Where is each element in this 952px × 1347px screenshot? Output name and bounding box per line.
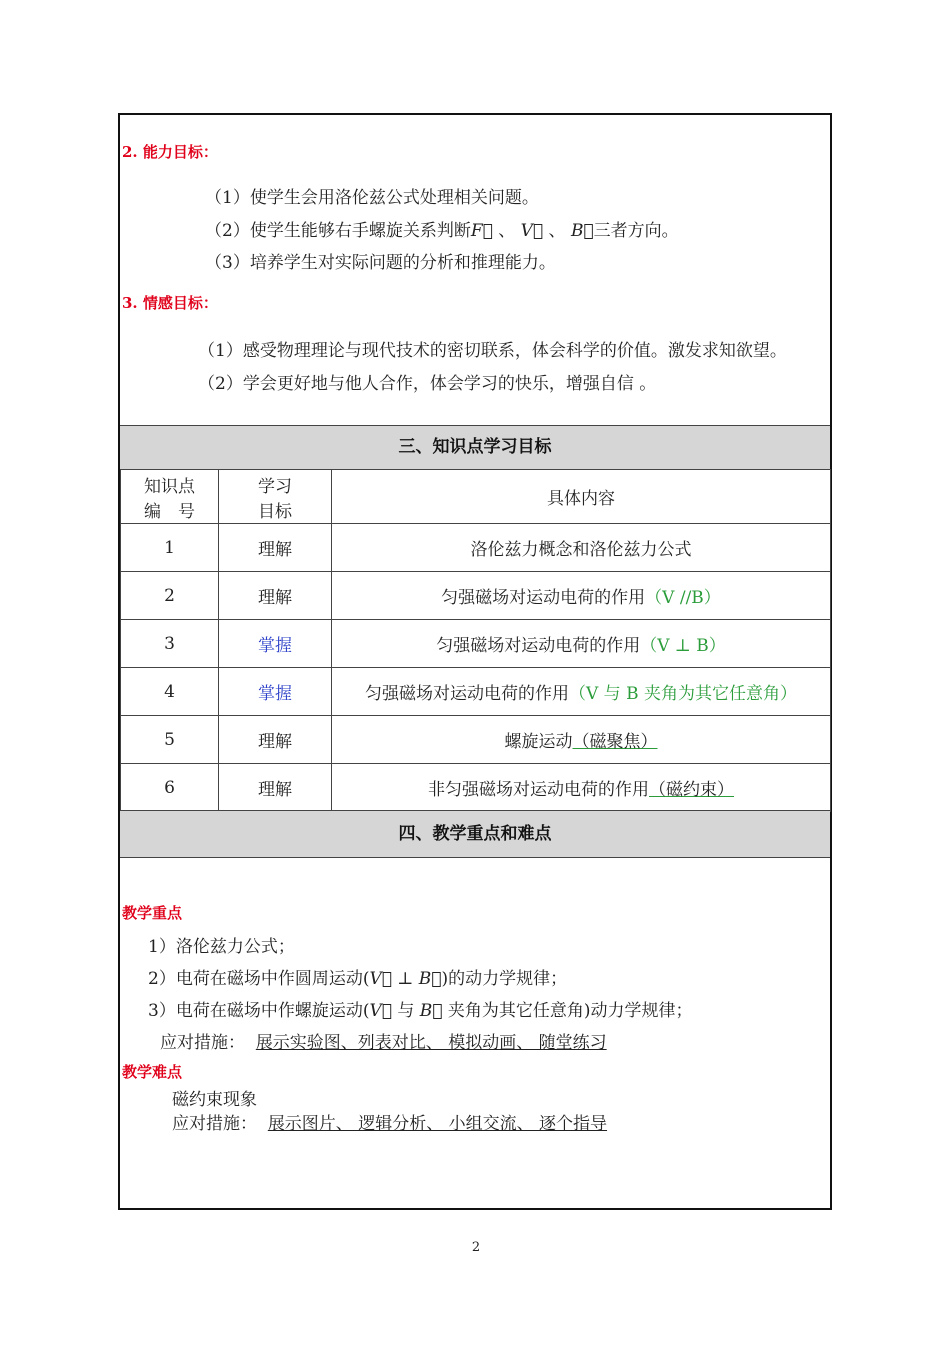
- section2-item-2: [205, 216, 679, 241]
- vector-v: V⃗: [369, 1001, 392, 1021]
- row-level: 理解: [219, 572, 332, 620]
- table-row: [121, 620, 831, 668]
- row-number: 4: [121, 668, 219, 716]
- section3-item-2: （2）学会更好地与他人合作，体会学习的快乐，增强自信 。: [198, 374, 657, 394]
- row-content-text: 匀强磁场对运动电荷的作用: [365, 684, 569, 704]
- difficulty-measures: [172, 1109, 607, 1134]
- row-content: [332, 620, 831, 668]
- section2-title: 2. 能力目标：: [122, 143, 218, 161]
- document-frame: [118, 113, 832, 1210]
- row-level: 掌握: [219, 668, 332, 716]
- vector-b: B⃗: [418, 969, 442, 989]
- row-number: 6: [121, 764, 219, 812]
- table-row: [121, 524, 831, 572]
- sep-1: 、: [498, 221, 516, 241]
- table-header-row: [121, 470, 831, 524]
- col1-line1: 知识点: [144, 476, 195, 497]
- key-measures-text: 展示实验图、列表对比、 模拟动画、 随堂练习: [255, 1033, 607, 1053]
- table-row: [121, 668, 831, 716]
- row-level: 掌握: [219, 620, 332, 668]
- key-point-3-text: 3）电荷在磁场中作螺旋运动: [148, 1001, 363, 1021]
- row-content: [332, 668, 831, 716]
- key-point-2: 2）电荷在磁场中作圆周运动(V⃗ ⊥ B⃗)的动力学规律；: [148, 969, 568, 989]
- row-condition: （磁约束）: [649, 780, 734, 800]
- sep-2: 、: [548, 221, 566, 241]
- row-number: 5: [121, 716, 219, 764]
- knowledge-table: [120, 469, 831, 812]
- row-content-text: 非匀强磁场对运动电荷的作用: [428, 780, 649, 800]
- row-number: 2: [121, 572, 219, 620]
- col-content-header: 具体内容: [332, 470, 831, 524]
- row-content: [332, 716, 831, 764]
- row-condition: （V ⊥ B）: [640, 636, 726, 656]
- row-level: 理解: [219, 764, 332, 812]
- section3-title: 3. 情感目标：: [122, 294, 218, 312]
- col-number-header: [121, 470, 219, 524]
- row-number: 1: [121, 524, 219, 572]
- row-content: [332, 764, 831, 812]
- key-point-2-text: 2）电荷在磁场中作圆周运动: [148, 969, 363, 989]
- vector-v: V⃗: [520, 221, 544, 241]
- section2-item-2-tail: 三者方向。: [593, 221, 679, 241]
- row-condition: （V //B）: [645, 588, 721, 608]
- page-number: 2: [471, 1240, 481, 1255]
- difficulty-item: 磁约束现象: [172, 1090, 257, 1110]
- vector-b: B⃗: [419, 1001, 443, 1021]
- table-row: [121, 716, 831, 764]
- table-row: [121, 572, 831, 620]
- focus-header: 四、教学重点和难点: [120, 810, 830, 858]
- table-row: [121, 764, 831, 812]
- key-measures: [160, 1028, 607, 1053]
- key-point-3: 3）电荷在磁场中作螺旋运动(V⃗ 与 B⃗ 夹角为其它任意角)动力学规律；: [148, 1001, 693, 1021]
- col2-line2: 目标: [258, 501, 292, 522]
- row-level: 理解: [219, 524, 332, 572]
- row-condition: （V 与 B 夹角为其它任意角）: [569, 684, 797, 704]
- section2-item-2-text: （2）使学生能够右手螺旋关系判断: [205, 221, 471, 241]
- row-number: 3: [121, 620, 219, 668]
- col-goal-header: [219, 470, 332, 524]
- col1-line2: 编 号: [144, 501, 195, 522]
- col2-line1: 学习: [258, 476, 292, 497]
- vector-v: V⃗: [369, 969, 392, 989]
- knowledge-header: 三、知识点学习目标: [120, 425, 830, 470]
- section2-item-3: （3）培养学生对实际问题的分析和推理能力。: [205, 253, 556, 273]
- vector-b: B⃗: [570, 221, 594, 241]
- difficulty-measures-text: 展示图片、 逻辑分析、 小组交流、 逐个指导: [267, 1114, 608, 1134]
- row-content-text: 螺旋运动: [504, 732, 573, 752]
- row-level: 理解: [219, 716, 332, 764]
- key-point-1: 1）洛伦兹力公式；: [148, 937, 295, 957]
- row-content: 洛伦兹力概念和洛伦兹力公式: [332, 524, 831, 572]
- key-measures-label: 应对措施：: [160, 1033, 245, 1053]
- row-condition: （磁聚焦）: [572, 732, 658, 752]
- row-content: [332, 572, 831, 620]
- difficulty-measures-label: 应对措施：: [172, 1114, 257, 1134]
- vector-f: F⃗: [470, 221, 493, 241]
- key-point-3-tail: 动力学规律；: [590, 1001, 693, 1021]
- key-points-title: 教学重点: [122, 904, 183, 922]
- section3-item-1: （1）感受物理理论与现代技术的密切联系，体会科学的价值。激发求知欲望。: [198, 341, 787, 361]
- section2-item-1: （1）使学生会用洛伦兹公式处理相关问题。: [205, 188, 539, 208]
- row-content-text: 匀强磁场对运动电荷的作用: [441, 588, 646, 608]
- key-point-2-tail: 的动力学规律；: [448, 969, 568, 989]
- difficulty-title: 教学难点: [122, 1063, 183, 1081]
- row-content-text: 匀强磁场对运动电荷的作用: [436, 636, 641, 656]
